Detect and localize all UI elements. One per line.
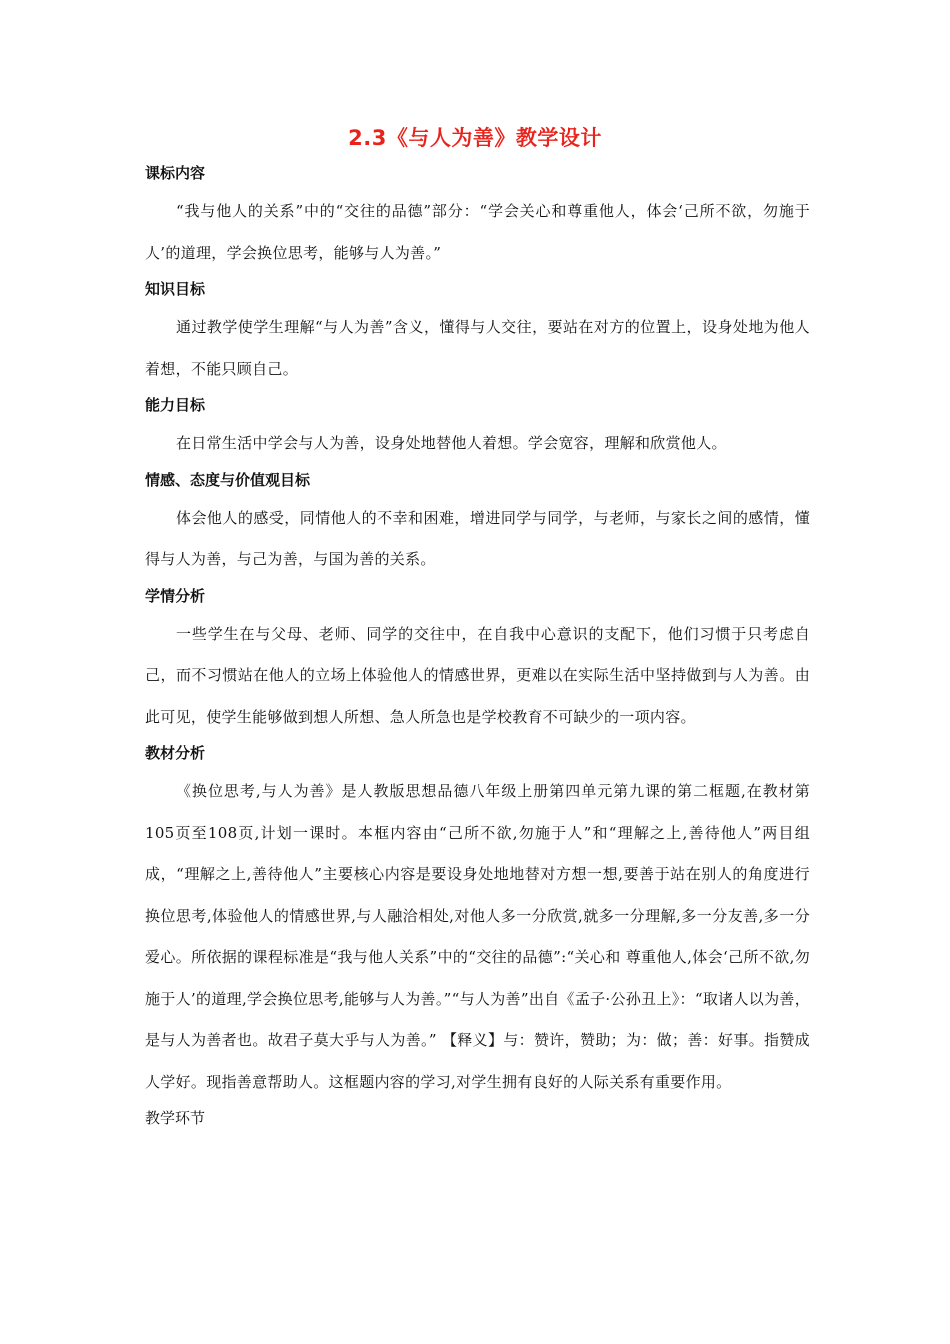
section-heading: 知识目标 xyxy=(145,280,206,298)
document-body xyxy=(145,162,810,1129)
section-knowledge-goal xyxy=(145,278,810,390)
section-learner-analysis xyxy=(145,585,810,739)
section-curriculum-standard xyxy=(145,162,810,274)
section-heading: 能力目标 xyxy=(145,396,206,414)
section-paragraph: 体会他人的感受，同情他人的不幸和困难，增进同学与同学，与老师，与家长之间的感情，懂得与人为善，与己为善，与国为善的关系。 xyxy=(145,508,810,568)
teaching-process-label: 教学环节 xyxy=(145,1109,206,1127)
section-paragraph: 《换位思考,与人为善》是人教版思想品德八年级上册第四单元第九课的第二框题,在教材第105页至108页,计划一课时。本框内容由“己所不欲,勿施于人”和“理解之上,善待他人”两目组成，“理解之上,善待他人”主要核心内容是要设身处地地替对方想一想,要善于站在别人的角度进行换位思考,体验他人的情感世界,与人融洽相处,对他人多一分欣赏,就多一分理解,多一分友善,多一分爱心。所依据的课程标准是“我与他人关系”中的“交往的品德”:“关心和 尊重他人,体会‘己所不欲,勿施于人’的道理,学会换位思考,能够与人为善。”“与人为善”出自《孟子·公孙丑上》：“取诸人以为善，是与人为善者也。故君子莫大乎与人为善。” 【释义】与：赞许，赞助；为：做；善：好事。指赞成人学好。现指善意帮助人。这框题内容的学习,对学生拥有良好的人际关系有重要作用。 xyxy=(145,782,810,1091)
section-paragraph: “我与他人的关系”中的“交往的品德”部分：“学会关心和尊重他人，体会‘己所不欲，勿施于人’的道理，学会换位思考，能够与人为善。” xyxy=(145,202,810,262)
section-paragraph: 通过教学使学生理解“与人为善”含义，懂得与人交往，要站在对方的位置上，设身处地为他人着想，不能只顾自己。 xyxy=(145,318,810,378)
section-heading: 学情分析 xyxy=(145,586,206,605)
section-textbook-analysis xyxy=(145,742,810,1103)
section-paragraph: 一些学生在与父母、老师、同学的交往中，在自我中心意识的支配下，他们习惯于只考虑自己，而不习惯站在他人的立场上体验他人的情感世界，更难以在实际生活中坚持做到与人为善。由此可见，使学生能够做到想人所想、急人所急也是学校教育不可缺少的一项内容。 xyxy=(145,624,810,726)
section-heading: 情感、态度与价值观目标 xyxy=(145,470,311,489)
section-emotion-goal xyxy=(145,469,810,581)
document-title: 2.3《与人为善》教学设计 xyxy=(348,126,602,150)
section-ability-goal xyxy=(145,394,810,465)
section-heading: 教材分析 xyxy=(145,744,206,762)
section-paragraph: 在日常生活中学会与人为善，设身处地替他人着想。学会宽容，理解和欣赏他人。 xyxy=(176,434,727,452)
section-heading: 课标内容 xyxy=(145,164,206,182)
